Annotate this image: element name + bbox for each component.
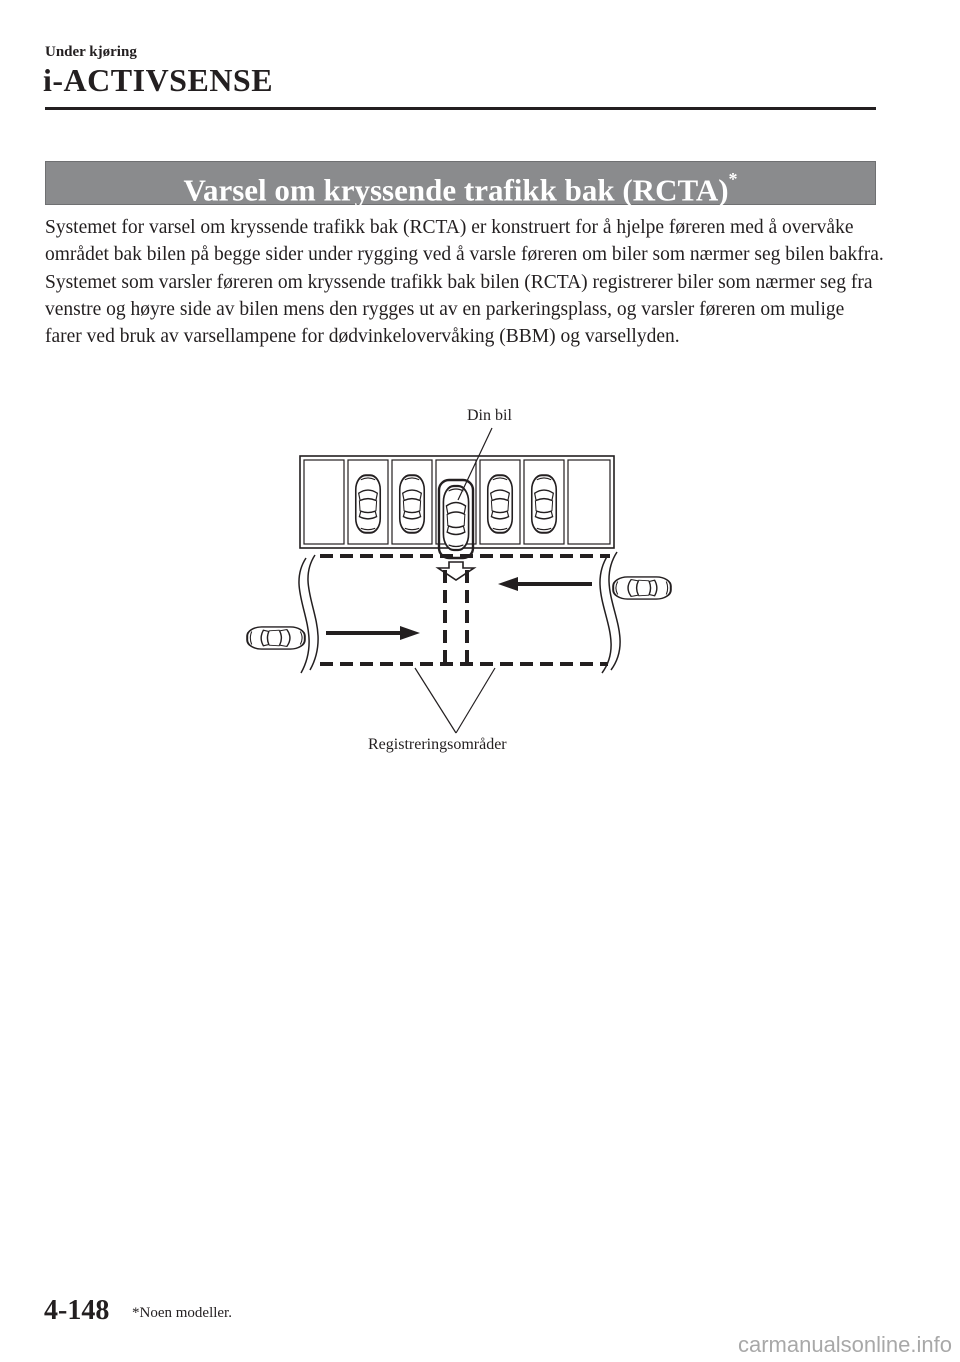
topic-banner [45, 161, 876, 208]
watermark: carmanualsonline.info [737, 1332, 952, 1357]
footnote: *Noen modeller. [132, 1305, 232, 1321]
approaching-car-left [247, 627, 305, 649]
detection-area-outline [320, 556, 610, 664]
parked-car [400, 475, 424, 533]
label-detection-areas: Registreringsområder [368, 736, 507, 753]
parking-lot-illustration [230, 400, 700, 760]
paragraph-intro: Systemet for varsel om kryssende trafikk bak (RCTA) er konstruert for å hjelpe føreren med å overvåke området bak bilen på begge sider under rygging ved å varsle føreren om biler som nærmer seg bilen bakfra. [45, 217, 884, 266]
leader-line-area-left [415, 668, 456, 733]
banner-asterisk: * [728, 169, 738, 189]
chapter-label: Under kjøring [45, 44, 137, 60]
rcta-diagram [230, 400, 700, 760]
body-text [45, 214, 885, 350]
banner-title: Varsel om kryssende trafikk bak (RCTA) [183, 172, 729, 208]
header-rule [45, 107, 876, 110]
label-your-car: Din bil [467, 407, 512, 424]
parked-car [356, 475, 380, 533]
parked-car [488, 475, 512, 533]
paragraph-detail: Systemet som varsler føreren om kryssende trafikk bak bilen (RCTA) registrerer biler som nærmer seg fra venstre og høyre side av bilen mens den rygges ut av en parkeringsplass, og varsler føreren om mulige farer ved bruk av varsellampene for dødvinkelovervåking (BBM) og varsellyden. [45, 271, 873, 348]
traffic-arrow-left [326, 626, 420, 640]
leader-line-area-right [456, 668, 495, 733]
road-edge-left [308, 555, 318, 670]
traffic-arrow-right [498, 577, 592, 591]
section-title: i-ACTIVSENSE [43, 62, 274, 98]
approaching-car-right [613, 577, 671, 599]
parked-car [532, 475, 556, 533]
page-number: 4-148 [44, 1295, 110, 1326]
